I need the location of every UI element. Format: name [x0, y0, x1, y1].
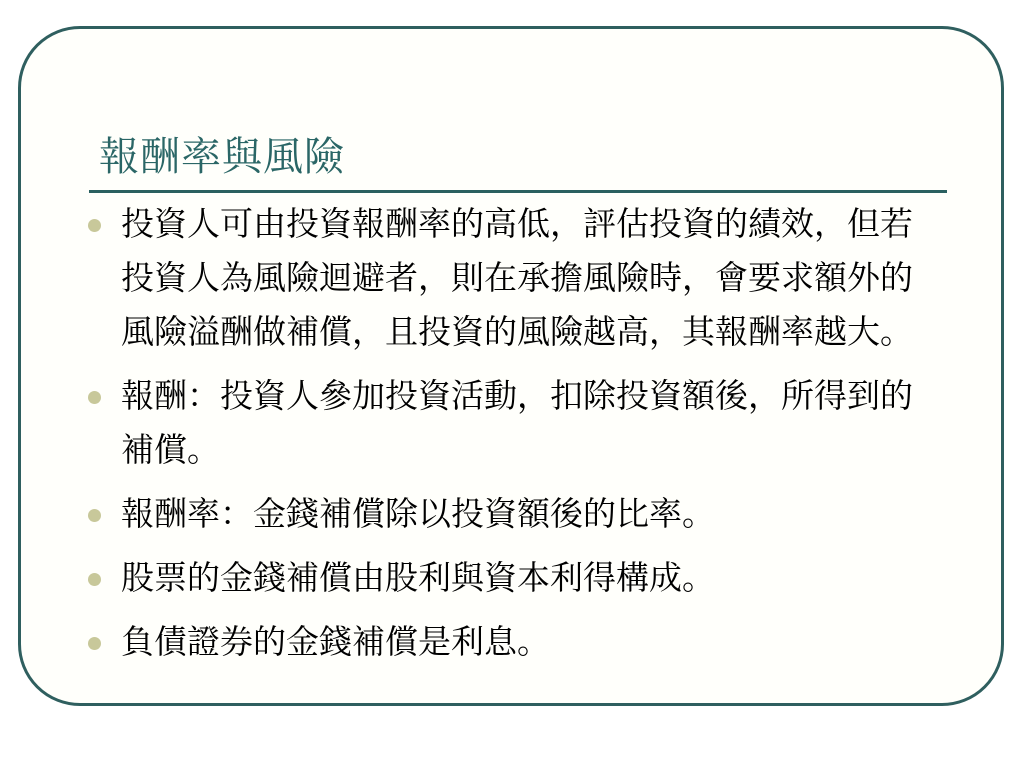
bullet-dot-icon [88, 573, 101, 586]
bullet-item [79, 487, 939, 541]
bullet-dot-icon [88, 219, 101, 232]
bullet-text: 股票的金錢補償由股利與資本利得構成。 [121, 558, 715, 597]
bullet-text: 負債證券的金錢補償是利息。 [121, 622, 550, 661]
bullet-item [79, 615, 939, 669]
bullet-text: 投資人可由投資報酬率的高低，評估投資的績效，但若投資人為風險迴避者，則在承擔風險時，會要求額外的風險溢酬做補償，且投資的風險越高，其報酬率越大。 [121, 204, 913, 351]
slide-frame [18, 26, 1004, 706]
bullet-dot-icon [88, 509, 101, 522]
bullet-item [79, 551, 939, 605]
bullet-list [79, 197, 939, 679]
bullet-text: 報酬：投資人參加投資活動，扣除投資額後，所得到的補償。 [121, 376, 913, 469]
bullet-dot-icon [88, 391, 101, 404]
bullet-text: 報酬率：金錢補償除以投資額後的比率。 [121, 494, 715, 533]
bullet-item [79, 197, 939, 359]
bullet-dot-icon [88, 637, 101, 650]
slide-title: 報酬率與風險 [99, 134, 345, 180]
title-divider [89, 190, 947, 193]
bullet-item [79, 369, 939, 477]
